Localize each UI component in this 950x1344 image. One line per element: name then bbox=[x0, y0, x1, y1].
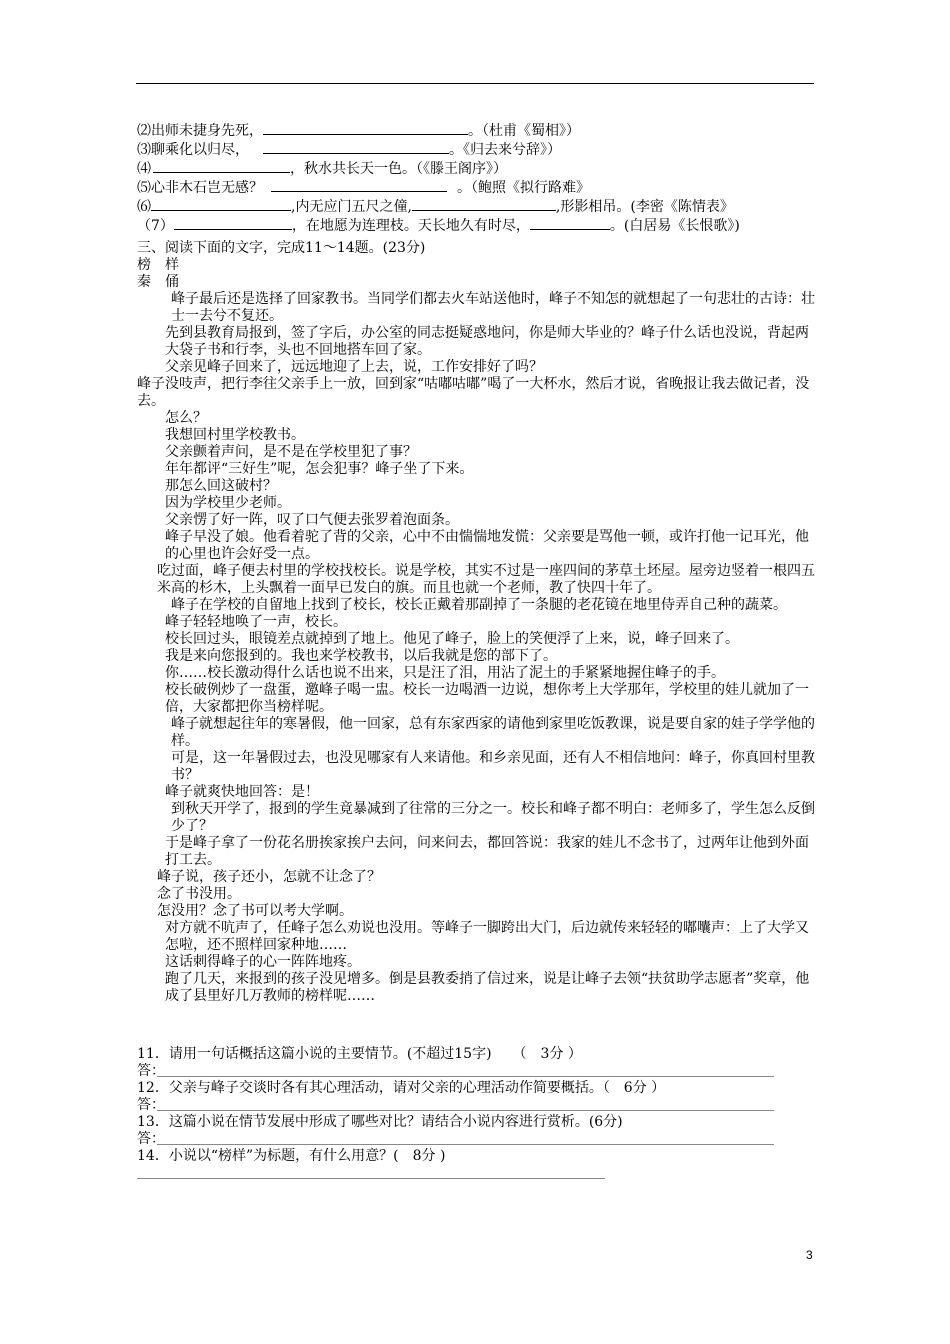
fill-line-2 bbox=[137, 121, 827, 140]
blank bbox=[412, 197, 556, 211]
section-heading: 三、阅读下面的文字，完成11～14题。(23分) bbox=[137, 240, 426, 256]
fill-text: ⑷ bbox=[137, 161, 151, 177]
paragraph: 峰子就想起往年的寒暑假，他一回家，总有东家西家的请他到家里吃饭教课，说是要自家的娃子学学他的样。 bbox=[171, 716, 815, 749]
fill-line-5 bbox=[137, 178, 827, 197]
blank bbox=[263, 140, 449, 154]
paragraph: 可是，这一年暑假过去，也没见哪家有人来请他。和乡亲见面，还有人不相信地问：峰子，你真回村里教书？ bbox=[171, 750, 815, 783]
answer-line bbox=[157, 1110, 774, 1111]
paragraph: 于是峰子拿了一份花名册挨家挨户去问，问来问去，都回答说：我家的娃儿不念书了，过两年让他到外面打工去。 bbox=[165, 835, 809, 868]
question-12: 12．父亲与峰子交谈时各有其心理活动，请对父亲的心理活动作简要概括。（ 6分 ） bbox=[137, 1080, 666, 1096]
paragraph: 校长回过头，眼镜差点就掉到了地上。他见了峰子，脸上的笑便浮了上来，说，峰子回来了。 bbox=[165, 631, 739, 647]
answer-line bbox=[157, 1076, 774, 1077]
blank bbox=[153, 159, 290, 173]
header-rule bbox=[136, 83, 814, 84]
fill-text: 。《归去来兮辞》） bbox=[449, 142, 561, 158]
answer-area[interactable] bbox=[137, 1097, 817, 1114]
answer-label: 答： bbox=[137, 1131, 165, 1147]
paragraph: 峰子轻轻地唤了一声，校长。 bbox=[165, 614, 347, 630]
fill-text: ⑵出师未捷身先死， bbox=[137, 123, 263, 139]
paragraph: 怎没用？念了书可以考大学啊。 bbox=[157, 903, 353, 919]
fill-text: ，秋水共长天一色。（《滕王阁序》） bbox=[290, 161, 507, 177]
fill-text: 。(白居易《长恨歌》) bbox=[609, 218, 740, 234]
fill-text: ，在地愿为连理枝。天长地久有时尽， bbox=[291, 218, 530, 234]
paragraph: 校长破例炒了一盘蛋，邀峰子喝一盅。校长一边喝酒一边说，想你考上大学那年，学校里的娃儿就加了一倍，大家都把你当榜样呢。 bbox=[165, 682, 809, 715]
fill-text: ⑸心非木石岂无感？ bbox=[137, 180, 263, 196]
fill-line-4 bbox=[137, 159, 827, 178]
answer-area[interactable] bbox=[137, 1063, 817, 1080]
paragraph: 峰子最后还是选择了回家教书。当同学们都去火车站送他时，峰子不知怎的就想起了一句悲壮的古诗：壮士一去兮不复还。 bbox=[171, 291, 815, 324]
paragraph: 父亲愣了好一阵，叹了口气便去张罗着泡面条。 bbox=[165, 512, 459, 528]
fill-in-section bbox=[137, 121, 827, 235]
blank bbox=[530, 216, 610, 230]
fill-text: ,形影相吊。(李密《陈情表》 bbox=[555, 199, 734, 215]
fill-text: ⑶聊乘化以归尽， bbox=[137, 142, 249, 158]
fill-line-6 bbox=[137, 197, 827, 216]
paragraph: 年年都评“三好生”呢，怎会犯事？峰子坐了下来。 bbox=[165, 461, 474, 477]
fill-text: ⑹ bbox=[137, 199, 151, 215]
paragraph: 跑了几天，来报到的孩子没见增多。倒是县教委捎了信过来，说是让峰子去领“扶贫助学志愿者”奖章，他成了县里好几万教师的榜样呢…… bbox=[165, 971, 810, 1004]
story-author: 秦 俑 bbox=[137, 274, 179, 290]
fill-text: （7） bbox=[137, 218, 174, 234]
paragraph: 峰子说，孩子还小，怎就不让念了？ bbox=[157, 869, 381, 885]
answer-line-14[interactable] bbox=[137, 1178, 605, 1179]
blank bbox=[151, 197, 291, 211]
paragraph: 你……校长激动得什么话也说不出来，只是汪了泪，用沾了泥土的手紧紧地握住峰子的手。 bbox=[165, 665, 725, 681]
paragraph: 这话刺得峰子的心一阵阵地疼。 bbox=[165, 954, 361, 970]
answer-label: 答： bbox=[137, 1063, 165, 1079]
fill-line-7 bbox=[137, 216, 827, 235]
fill-text: 。（鲍照《拟行路难》 bbox=[457, 180, 590, 196]
question-13: 13．这篇小说在情节发展中形成了哪些对比？请结合小说内容进行赏析。(6分) bbox=[137, 1114, 623, 1130]
fill-text: ,内无应门五尺之僮, bbox=[291, 199, 412, 215]
paragraph: 因为学校里少老师。 bbox=[165, 495, 291, 511]
paragraph: 到秋天开学了，报到的学生竟暴减到了往常的三分之一。校长和峰子都不明白：老师多了，学生怎么反倒少了？ bbox=[171, 801, 815, 834]
answer-line bbox=[157, 1144, 774, 1145]
paragraph: 峰子在学校的自留地上找到了校长，校长正戴着那副掉了一条腿的老花镜在地里侍弄自己种的蔬菜。 bbox=[171, 597, 787, 613]
paragraph: 峰子早没了娘。他看着驼了背的父亲，心中不由惴惴地发慌：父亲要是骂他一顿，或许打他一记耳光，他的心里也许会好受一点。 bbox=[165, 529, 809, 562]
paragraph: 对方就不吭声了，任峰子怎么劝说也没用。等峰子一脚跨出大门，后边就传来轻轻的嘟囔声：上了大学又怎啦，还不照样回家种地…… bbox=[165, 920, 809, 953]
reading-passage bbox=[137, 240, 817, 1005]
blank bbox=[263, 121, 468, 135]
paragraph: 怎么？ bbox=[165, 410, 207, 426]
page-number: 3 bbox=[806, 1248, 813, 1262]
paragraph: 峰子没吱声，把行李往父亲手上一放，回到家“咕嘟咕嘟”喝了一大杯水，然后才说，省晚报让我去做记者，没去。 bbox=[137, 376, 810, 409]
answer-label: 答： bbox=[137, 1097, 165, 1113]
questions-section bbox=[137, 1046, 817, 1165]
blank bbox=[174, 216, 292, 230]
paragraph: 念了书没用。 bbox=[157, 886, 241, 902]
paragraph: 那怎么回这破村？ bbox=[165, 478, 277, 494]
paragraph: 父亲颤着声问，是不是在学校里犯了事？ bbox=[165, 444, 417, 460]
paragraph: 我是来向您报到的。我也来学校教书，以后我就是您的部下了。 bbox=[165, 648, 557, 664]
paragraph: 先到县教育局报到，签了字后，办公室的同志挺疑惑地问，你是师大毕业的？峰子什么话也没说，背起两大袋子书和行李，头也不回地搭车回了家。 bbox=[165, 325, 809, 358]
paragraph: 吃过面，峰子便去村里的学校找校长。说是学校，其实不过是一座四间的茅草土坯屋。屋旁边竖着一根四五米高的杉木，上头飘着一面早已发白的旗。而且也就一个老师，教了快四十年了。 bbox=[157, 563, 815, 596]
paragraph: 我想回村里学校教书。 bbox=[165, 427, 305, 443]
blank bbox=[271, 178, 447, 192]
fill-text: 。（杜甫《蜀相》） bbox=[468, 123, 580, 139]
question-14: 14．小说以“榜样”为标题，有什么用意？( 8分 ) bbox=[137, 1148, 446, 1164]
paragraph: 父亲见峰子回来了，远远地迎了上去，说，工作安排好了吗？ bbox=[165, 359, 543, 375]
answer-area[interactable] bbox=[137, 1131, 817, 1148]
paragraph: 峰子就爽快地回答：是！ bbox=[165, 784, 319, 800]
question-11: 11．请用一句话概括这篇小说的主要情节。(不超过15字) （ 3分 ） bbox=[137, 1046, 582, 1062]
fill-line-3 bbox=[137, 140, 827, 159]
story-title: 榜 样 bbox=[137, 257, 179, 273]
